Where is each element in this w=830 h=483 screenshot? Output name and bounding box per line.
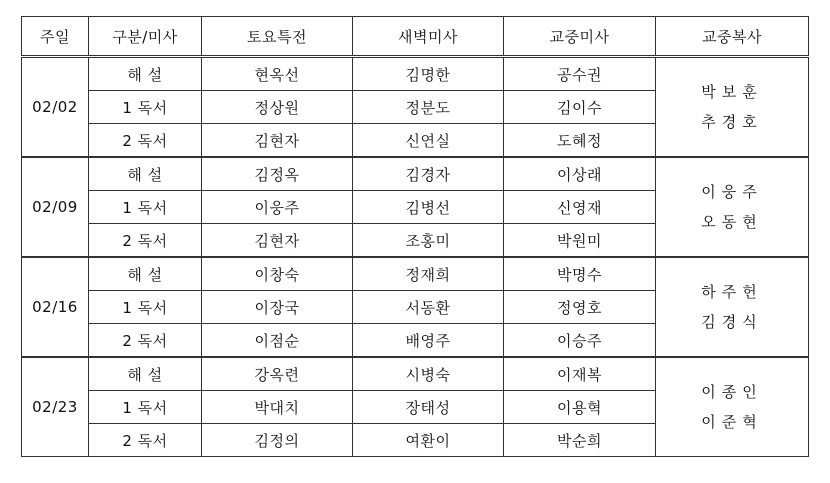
lector-schedule-table bbox=[21, 16, 809, 457]
dawn-reader: 김경자 bbox=[353, 157, 504, 191]
week-date: 02/09 bbox=[22, 157, 89, 257]
dawn-reader: 신연실 bbox=[353, 124, 504, 158]
saturday-reader: 이창숙 bbox=[202, 257, 353, 291]
week-date: 02/16 bbox=[22, 257, 89, 357]
main-reader: 이승주 bbox=[504, 324, 656, 358]
dawn-reader: 김명한 bbox=[353, 57, 504, 91]
dawn-reader: 조홍미 bbox=[353, 224, 504, 258]
server-name: 이종인 bbox=[701, 383, 763, 401]
main-reader: 박명수 bbox=[504, 257, 656, 291]
servers-cell bbox=[656, 157, 809, 257]
role-cell: 2 독서 bbox=[89, 424, 202, 457]
saturday-reader: 박대치 bbox=[202, 391, 353, 424]
saturday-reader: 이점순 bbox=[202, 324, 353, 358]
header-main-mass: 교중미사 bbox=[504, 17, 656, 57]
saturday-reader: 김정옥 bbox=[202, 157, 353, 191]
role-cell: 해 설 bbox=[89, 57, 202, 91]
table-row bbox=[22, 157, 809, 191]
server-name: 오동현 bbox=[701, 213, 763, 231]
saturday-reader: 현옥선 bbox=[202, 57, 353, 91]
dawn-reader: 배영주 bbox=[353, 324, 504, 358]
role-cell: 해 설 bbox=[89, 157, 202, 191]
table-body bbox=[22, 57, 809, 457]
header-sunday: 주일 bbox=[22, 17, 89, 57]
role-cell: 해 설 bbox=[89, 357, 202, 391]
main-reader: 박순희 bbox=[504, 424, 656, 457]
dawn-reader: 서동환 bbox=[353, 291, 504, 324]
main-reader: 도혜정 bbox=[504, 124, 656, 158]
server-name: 이웅주 bbox=[701, 183, 763, 201]
table-row bbox=[22, 57, 809, 91]
dawn-reader: 김병선 bbox=[353, 191, 504, 224]
dawn-reader: 정재희 bbox=[353, 257, 504, 291]
server-name: 김경식 bbox=[701, 313, 763, 331]
role-cell: 1 독서 bbox=[89, 391, 202, 424]
role-cell: 2 독서 bbox=[89, 224, 202, 258]
header-main-mass-servers: 교중복사 bbox=[656, 17, 809, 57]
schedule-container bbox=[21, 16, 809, 457]
role-cell: 2 독서 bbox=[89, 124, 202, 158]
server-name: 박보훈 bbox=[701, 83, 763, 101]
header-category-mass: 구분/미사 bbox=[89, 17, 202, 57]
main-reader: 정영호 bbox=[504, 291, 656, 324]
role-cell: 1 독서 bbox=[89, 291, 202, 324]
week-date: 02/02 bbox=[22, 57, 89, 158]
main-reader: 공수권 bbox=[504, 57, 656, 91]
saturday-reader: 김현자 bbox=[202, 124, 353, 158]
server-name: 하주헌 bbox=[701, 283, 763, 301]
week-date: 02/23 bbox=[22, 357, 89, 457]
saturday-reader: 이장국 bbox=[202, 291, 353, 324]
servers-cell bbox=[656, 357, 809, 457]
saturday-reader: 이웅주 bbox=[202, 191, 353, 224]
dawn-reader: 장태성 bbox=[353, 391, 504, 424]
table-header bbox=[22, 17, 809, 57]
dawn-reader: 시병숙 bbox=[353, 357, 504, 391]
saturday-reader: 김현자 bbox=[202, 224, 353, 258]
main-reader: 이재복 bbox=[504, 357, 656, 391]
role-cell: 해 설 bbox=[89, 257, 202, 291]
role-cell: 1 독서 bbox=[89, 91, 202, 124]
saturday-reader: 정상원 bbox=[202, 91, 353, 124]
main-reader: 신영재 bbox=[504, 191, 656, 224]
server-name: 추경호 bbox=[701, 113, 763, 131]
saturday-reader: 강옥련 bbox=[202, 357, 353, 391]
role-cell: 1 독서 bbox=[89, 191, 202, 224]
servers-cell bbox=[656, 257, 809, 357]
header-saturday-vigil: 토요특전 bbox=[202, 17, 353, 57]
saturday-reader: 김정의 bbox=[202, 424, 353, 457]
header-row bbox=[22, 17, 809, 57]
dawn-reader: 정분도 bbox=[353, 91, 504, 124]
role-cell: 2 독서 bbox=[89, 324, 202, 358]
main-reader: 박원미 bbox=[504, 224, 656, 258]
main-reader: 이용혁 bbox=[504, 391, 656, 424]
table-row bbox=[22, 357, 809, 391]
header-dawn-mass: 새벽미사 bbox=[353, 17, 504, 57]
dawn-reader: 여환이 bbox=[353, 424, 504, 457]
main-reader: 이상래 bbox=[504, 157, 656, 191]
main-reader: 김이수 bbox=[504, 91, 656, 124]
server-name: 이준혁 bbox=[701, 413, 763, 431]
servers-cell bbox=[656, 57, 809, 158]
table-row bbox=[22, 257, 809, 291]
